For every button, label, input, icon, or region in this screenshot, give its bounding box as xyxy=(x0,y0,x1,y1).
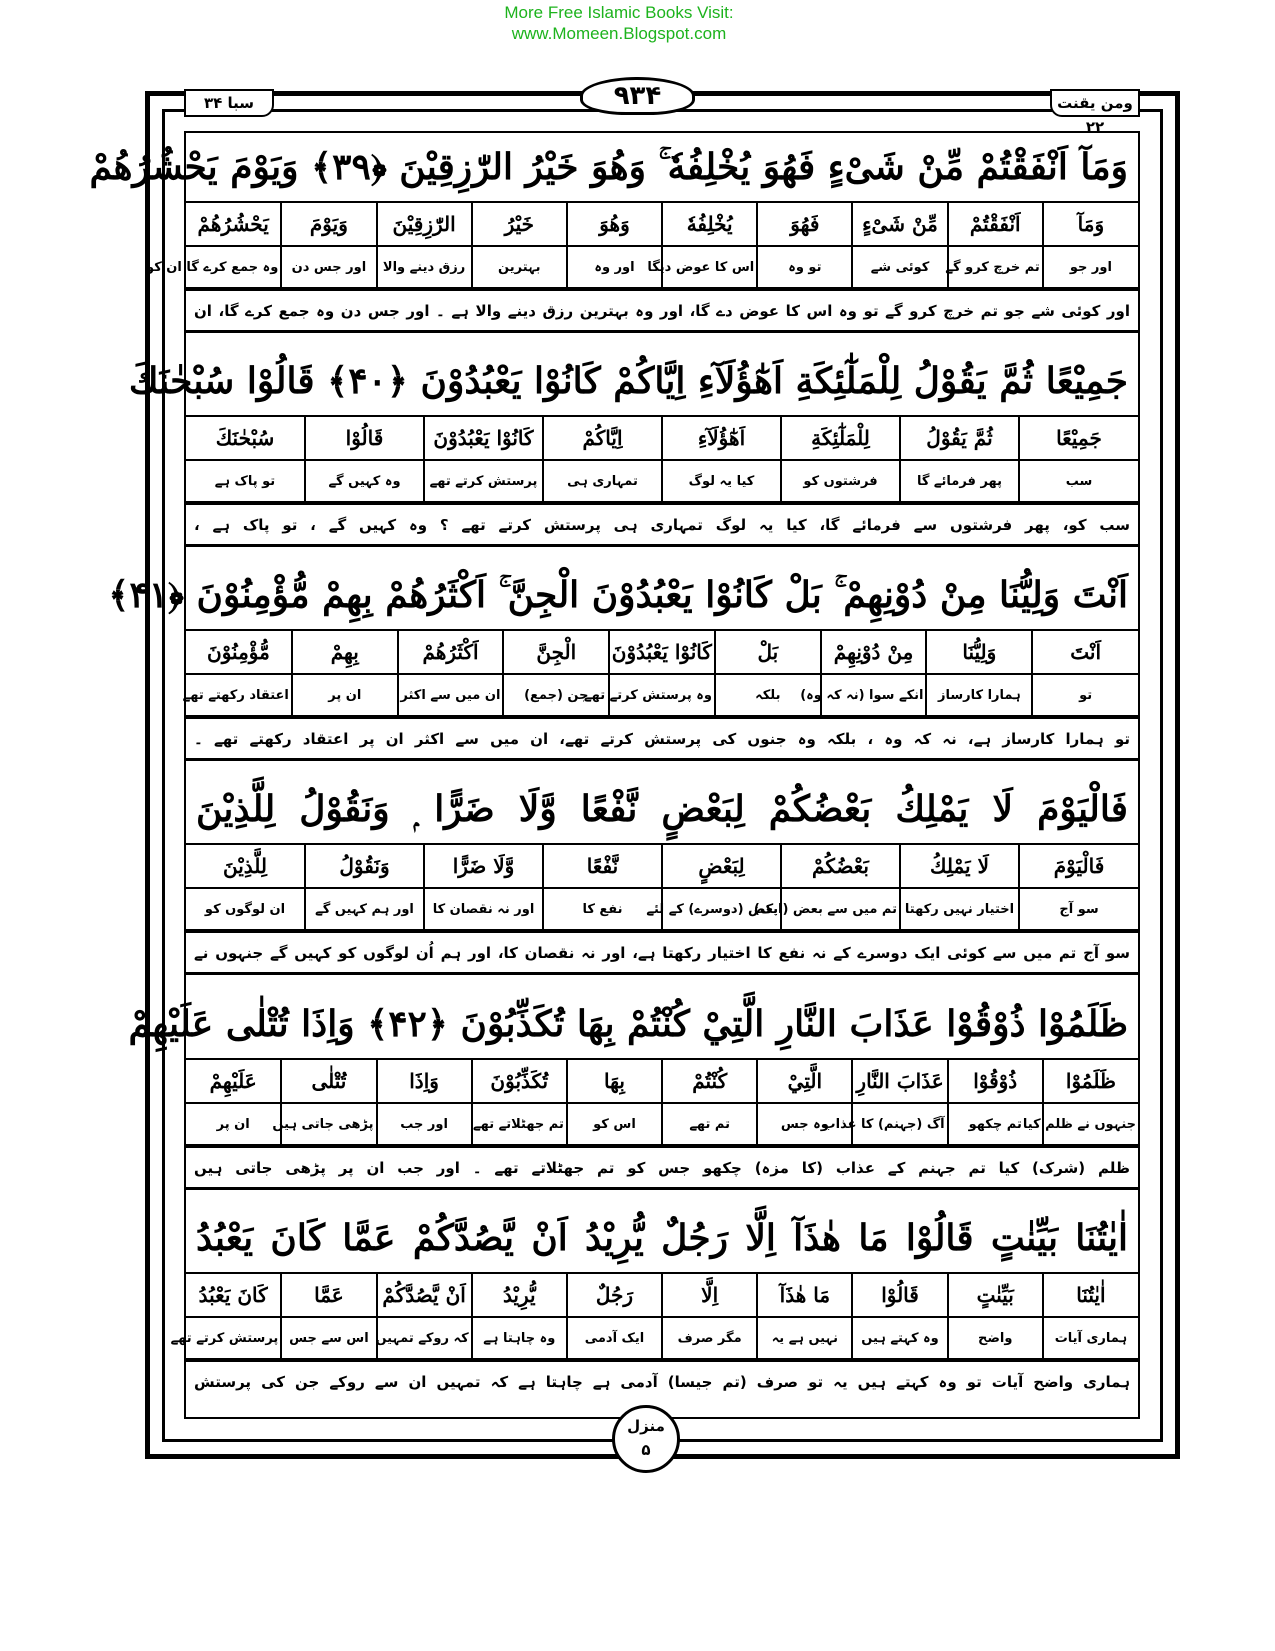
word-meaning-grid xyxy=(186,417,1138,503)
arabic-word-cell: عَذَابَ النَّارِ xyxy=(852,1060,947,1103)
arabic-word-cell: نَّفْعًا xyxy=(543,845,662,888)
arabic-word-cell: اِلَّا xyxy=(662,1274,757,1317)
urdu-meaning-cell: پرستش کرتے تھے xyxy=(186,1317,281,1359)
arabic-word-cell: اَنْ يَّصُدَّكُمْ xyxy=(377,1274,472,1317)
urdu-meaning-cell: پرستش کرتے تھے xyxy=(424,460,543,502)
arabic-word-cell: كَانُوْا يَعْبُدُوْنَ xyxy=(424,417,543,460)
urdu-meaning-cell: فرشتوں کو xyxy=(781,460,900,502)
verse-block xyxy=(128,347,1138,561)
urdu-meaning-cell: تم خرچ کرو گے xyxy=(948,246,1043,288)
arabic-word-cell: مَا هٰذَآ xyxy=(757,1274,852,1317)
arabic-word-cell: بِهِمْ xyxy=(292,631,398,674)
arabic-word-cell: الْجِنَّ xyxy=(503,631,609,674)
urdu-meaning-cell: ہمارا کارساز xyxy=(926,674,1032,716)
arabic-word-cell: جَمِيْعًا xyxy=(1019,417,1138,460)
urdu-translation-line: ہماری واضح آیات تو وہ کہتے ہیں یہ تو صرف (تم جیسا) آدمی ہے چاہتا ہے کہ تمہیں ان سے روکے جن کی پرستش xyxy=(186,1360,1138,1404)
manzil-label: منزل xyxy=(627,1417,665,1435)
arabic-word-cell: عَلَيْهِمْ xyxy=(186,1060,281,1103)
urdu-meaning-cell: رزق دینے والا xyxy=(377,246,472,288)
word-meaning-grid xyxy=(186,1060,1138,1146)
word-row xyxy=(186,631,1138,674)
urdu-meaning-cell: وہ جس xyxy=(757,1103,852,1145)
urdu-meaning-cell: جنہوں نے ظلم کیا xyxy=(1043,1103,1138,1145)
arabic-word-cell: خَيْرُ xyxy=(472,203,567,246)
urdu-meaning-cell: بہترین xyxy=(472,246,567,288)
arabic-word-cell: لَا يَمْلِكُ xyxy=(900,845,1019,888)
arabic-word-cell: وَاِذَا xyxy=(377,1060,472,1103)
arabic-word-cell: ذُوْقُوْا xyxy=(948,1060,1043,1103)
arabic-verse-line: اَنْتَ وَلِيُّنَا مِنْ دُوْنِهِمْ ۚ بَلْ كَانُوْا يَعْبُدُوْنَ الْجِنَّ ۚ اَكْثَرُهُمْ بِهِمْ مُّؤْمِنُوْنَ ﴿۴۱﴾ xyxy=(186,561,1138,631)
urdu-meaning-cell: وہ جمع کرے گا ان کو xyxy=(186,246,281,288)
arabic-word-cell: كَانُوْا يَعْبُدُوْنَ xyxy=(609,631,715,674)
word-meaning-grid xyxy=(182,631,1138,717)
arabic-word-cell: وَّلَا ضَرًّا xyxy=(424,845,543,888)
urdu-meaning-cell: اور ہم کہیں گے xyxy=(305,888,424,930)
arabic-word-cell: بَيِّنٰتٍ xyxy=(948,1274,1043,1317)
page-number: ۹۳۴ xyxy=(580,77,695,115)
manzil-number: ۵ xyxy=(641,1441,651,1459)
arabic-word-cell: تُكَذِّبُوْنَ xyxy=(472,1060,567,1103)
arabic-word-cell: اَهٰٓؤُلَآءِ xyxy=(662,417,781,460)
urdu-meaning-cell: کوئی شے xyxy=(852,246,947,288)
urdu-meaning-cell: ہماری آیات xyxy=(1043,1317,1138,1359)
arabic-word-cell: اَنْفَقْتُمْ xyxy=(948,203,1043,246)
urdu-meaning-cell: پھر فرمائے گا xyxy=(900,460,1019,502)
meaning-row xyxy=(186,1103,1138,1145)
arabic-word-cell: وَمَآ xyxy=(1043,203,1138,246)
arabic-word-cell: عَمَّا xyxy=(281,1274,376,1317)
urdu-meaning-cell: اور جب xyxy=(377,1103,472,1145)
urdu-meaning-cell: بلکہ xyxy=(715,674,821,716)
arabic-word-cell: لِبَعْضٍ xyxy=(662,845,781,888)
urdu-meaning-cell: اس سے جس xyxy=(281,1317,376,1359)
urdu-meaning-cell: جن (جمع) xyxy=(503,674,609,716)
urdu-meaning-cell: اور جس دن xyxy=(281,246,376,288)
arabic-word-cell: يُخْلِفُهٗ xyxy=(662,203,757,246)
arabic-verse-line: جَمِيْعًا ثُمَّ يَقُوْلُ لِلْمَلٰٓئِكَةِ اَهٰٓؤُلَآءِ اِيَّاكُمْ كَانُوْا يَعْبُدُوْنَ ﴿۴۰﴾ قَالُوْا سُبْحٰنَكَ xyxy=(186,347,1138,417)
arabic-word-cell: لِلَّذِيْنَ xyxy=(186,845,305,888)
watermark-line-2[interactable]: www.Momeen.Blogspot.com xyxy=(511,24,727,43)
urdu-meaning-cell: تم چکھو xyxy=(948,1103,1043,1145)
urdu-meaning-cell: واضح xyxy=(948,1317,1043,1359)
watermark-line-1: More Free Islamic Books Visit: xyxy=(504,3,734,22)
urdu-meaning-cell: وہ پرستش کرتے تھے xyxy=(609,674,715,716)
arabic-word-cell: الَّتِيْ xyxy=(757,1060,852,1103)
arabic-verse-line: فَالْيَوْمَ لَا يَمْلِكُ بَعْضُكُمْ لِبَعْضٍ نَّفْعًا وَّلَا ضَرًّا ۭ وَنَقُوْلُ لِلَّذِيْنَ xyxy=(186,775,1138,845)
urdu-meaning-cell: مگر صرف xyxy=(662,1317,757,1359)
arabic-word-cell: مُّؤْمِنُوْنَ xyxy=(186,631,292,674)
urdu-meaning-cell: تمہاری ہی xyxy=(543,460,662,502)
verse-block xyxy=(170,1204,1138,1418)
urdu-meaning-cell: تم تھے xyxy=(662,1103,757,1145)
urdu-meaning-cell: اعتقاد رکھتے تھے xyxy=(186,674,292,716)
arabic-word-cell: وَهُوَ xyxy=(567,203,662,246)
arabic-word-cell: فَهُوَ xyxy=(757,203,852,246)
urdu-meaning-cell: اور وہ xyxy=(567,246,662,288)
watermark xyxy=(0,2,1238,44)
arabic-word-cell: سُبْحٰنَكَ xyxy=(186,417,305,460)
urdu-meaning-cell: اس کا عوض دیگا xyxy=(662,246,757,288)
page-content xyxy=(89,131,1140,1419)
arabic-word-cell: لِلْمَلٰٓئِكَةِ xyxy=(781,417,900,460)
meaning-row xyxy=(186,460,1138,502)
arabic-word-cell: مِّنْ شَیْءٍ xyxy=(852,203,947,246)
arabic-word-cell: مِنْ دُوْنِهِمْ xyxy=(821,631,927,674)
word-meaning-grid xyxy=(146,203,1138,289)
urdu-meaning-cell: اختیار نہیں رکھتا xyxy=(900,888,1019,930)
urdu-meaning-cell: ایک آدمی xyxy=(567,1317,662,1359)
arabic-word-cell: اٰيٰتُنَا xyxy=(1043,1274,1138,1317)
urdu-meaning-cell: سب xyxy=(1019,460,1138,502)
urdu-meaning-cell: اس کو xyxy=(567,1103,662,1145)
urdu-meaning-cell: ان پر xyxy=(186,1103,281,1145)
urdu-meaning-cell: بعض (دوسرے) کے لئے xyxy=(662,888,781,930)
urdu-meaning-cell: آگ (جہنم) کا عذاب xyxy=(852,1103,947,1145)
urdu-meaning-cell: اور نہ نقصان کا xyxy=(424,888,543,930)
urdu-meaning-cell: تو xyxy=(1032,674,1138,716)
verse-block xyxy=(89,133,1138,347)
manzil-badge xyxy=(612,1405,680,1473)
word-meaning-grid xyxy=(186,845,1138,931)
urdu-meaning-cell: اور جو xyxy=(1043,246,1138,288)
arabic-word-cell: قَالُوْا xyxy=(852,1274,947,1317)
arabic-word-cell: رَجُلٌ xyxy=(567,1274,662,1317)
urdu-meaning-cell: کیا یہ لوگ xyxy=(662,460,781,502)
urdu-meaning-cell: ان میں سے اکثر xyxy=(398,674,504,716)
urdu-meaning-cell: کہ روکے تمہیں xyxy=(377,1317,472,1359)
arabic-word-cell: كُنْتُمْ xyxy=(662,1060,757,1103)
word-row xyxy=(186,1060,1138,1103)
para-label: ومن یقنت ۲۲ xyxy=(1050,89,1140,117)
urdu-translation-line: اور کوئی شے جو تم خرچ کرو گے تو وہ اس کا عوض دے گا، اور وہ بہترین رزق دینے والا ہے ۔ اور جس دن وہ جمع کرے گا، ان xyxy=(186,289,1138,333)
meaning-row xyxy=(186,1317,1138,1359)
surah-label: سبا ۳۴ xyxy=(184,89,274,117)
verse-block xyxy=(128,990,1138,1204)
word-meaning-grid xyxy=(170,1274,1138,1360)
arabic-word-cell: بَلْ xyxy=(715,631,821,674)
arabic-word-cell: يَحْشُرُهُمْ xyxy=(186,203,281,246)
word-row xyxy=(186,417,1138,460)
urdu-meaning-cell: تو وہ xyxy=(757,246,852,288)
urdu-translation-line: ظلم (شرک) کیا تم جہنم کے عذاب (کا مزہ) چکھو جس کو تم جھٹلاتے تھے ۔ اور جب ان پر پڑھی جاتی ہیں xyxy=(186,1146,1138,1190)
arabic-word-cell: اَكْثَرُهُمْ xyxy=(398,631,504,674)
verse-block xyxy=(108,561,1138,775)
arabic-verse-line: وَمَآ اَنْفَقْتُمْ مِّنْ شَیْءٍ فَهُوَ يُخْلِفُهٗ ۚ وَهُوَ خَيْرُ الرّٰزِقِيْنَ ﴿۳۹﴾ وَيَوْمَ يَحْشُرُهُمْ xyxy=(186,133,1138,203)
arabic-word-cell: بِهَا xyxy=(567,1060,662,1103)
urdu-translation-line: تو ہمارا کارساز ہے، نہ کہ وہ ، بلکہ وہ جنوں کی پرستش کرتے تھے، ان میں سے اکثر ان پر اعتقاد رکھتے تھے ۔ xyxy=(186,717,1138,761)
arabic-word-cell: ثُمَّ يَقُوْلُ xyxy=(900,417,1019,460)
urdu-meaning-cell: وہ کہتے ہیں xyxy=(852,1317,947,1359)
arabic-word-cell: اِيَّاكُمْ xyxy=(543,417,662,460)
arabic-word-cell: بَعْضُكُمْ xyxy=(781,845,900,888)
urdu-meaning-cell: انکے سوا (نہ کہ وہ) xyxy=(821,674,927,716)
urdu-meaning-cell: سو آج xyxy=(1019,888,1138,930)
arabic-word-cell: كَانَ يَعْبُدُ xyxy=(186,1274,281,1317)
arabic-word-cell: تُتْلٰى xyxy=(281,1060,376,1103)
urdu-meaning-cell: وہ کہیں گے xyxy=(305,460,424,502)
meaning-row xyxy=(186,674,1138,716)
arabic-word-cell: يُّرِيْدُ xyxy=(472,1274,567,1317)
arabic-word-cell: وَنَقُوْلُ xyxy=(305,845,424,888)
urdu-meaning-cell: ان لوگوں کو xyxy=(186,888,305,930)
arabic-word-cell: وَلِيُّنَا xyxy=(926,631,1032,674)
urdu-meaning-cell: تم جھٹلاتے تھے xyxy=(472,1103,567,1145)
arabic-word-cell: ظَلَمُوْا xyxy=(1043,1060,1138,1103)
arabic-word-cell: اَنْتَ xyxy=(1032,631,1138,674)
word-row xyxy=(186,203,1138,246)
urdu-meaning-cell: ان پر xyxy=(292,674,398,716)
urdu-meaning-cell: پڑھی جاتی ہیں xyxy=(281,1103,376,1145)
urdu-meaning-cell: نہیں ہے یہ xyxy=(757,1317,852,1359)
urdu-meaning-cell: وہ چاہتا ہے xyxy=(472,1317,567,1359)
meaning-row xyxy=(186,888,1138,930)
urdu-meaning-cell: تم میں سے بعض (ایک) xyxy=(781,888,900,930)
meaning-row xyxy=(186,246,1138,288)
arabic-verse-line: ظَلَمُوْا ذُوْقُوْا عَذَابَ النَّارِ الَّتِيْ كُنْتُمْ بِهَا تُكَذِّبُوْنَ ﴿۴۲﴾ وَاِذَا تُتْلٰى عَلَيْهِمْ xyxy=(186,990,1138,1060)
word-row xyxy=(186,845,1138,888)
urdu-meaning-cell: تو پاک ہے xyxy=(186,460,305,502)
arabic-verse-line: اٰيٰتُنَا بَيِّنٰتٍ قَالُوْا مَا هٰذَآ اِلَّا رَجُلٌ يُّرِيْدُ اَنْ يَّصُدَّكُمْ عَمَّا كَانَ يَعْبُدُ xyxy=(186,1204,1138,1274)
urdu-meaning-cell: نفع کا xyxy=(543,888,662,930)
arabic-word-cell: وَيَوْمَ xyxy=(281,203,376,246)
urdu-translation-line: سو آج تم میں سے کوئی ایک دوسرے کے نہ نفع کا اختیار رکھتا ہے، اور نہ نقصان کا، اور ہم اُن لوگوں کو کہیں گے جنہوں نے xyxy=(186,931,1138,975)
arabic-word-cell: قَالُوْا xyxy=(305,417,424,460)
arabic-word-cell: فَالْيَوْمَ xyxy=(1019,845,1138,888)
urdu-translation-line: سب کو، پھر فرشتوں سے فرمائے گا، کیا یہ لوگ تمہاری ہی پرستش کرتے تھے ؟ وہ کہیں گے ، تو پاک ہے ، xyxy=(186,503,1138,547)
verse-block xyxy=(186,775,1138,989)
word-row xyxy=(186,1274,1138,1317)
arabic-word-cell: الرّٰزِقِيْنَ xyxy=(377,203,472,246)
